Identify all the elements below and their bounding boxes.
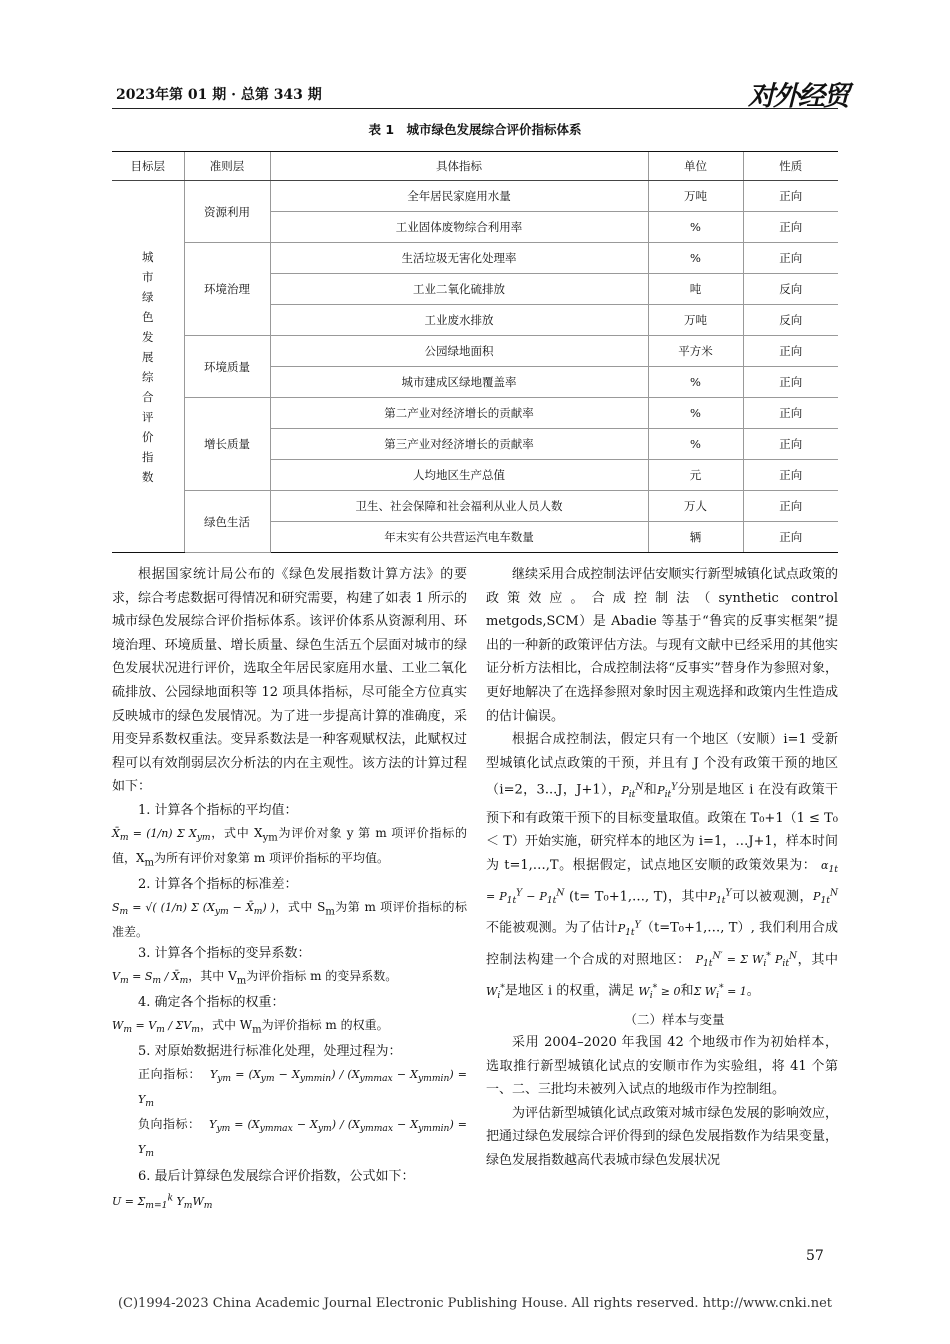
- step-2-title: 2. 计算各个指标的标准差：: [138, 877, 298, 893]
- step-4-title: 4. 确定各个指标的权重：: [138, 995, 285, 1011]
- nature-cell: 正向: [743, 212, 838, 243]
- nature-cell: 正向: [743, 460, 838, 491]
- section-heading: （二）样本与变量: [624, 1011, 725, 1027]
- col-header: 单位: [648, 152, 743, 181]
- indicator-cell: 工业废水排放: [270, 305, 648, 336]
- nature-cell: 反向: [743, 305, 838, 336]
- col-header: 准则层: [184, 152, 270, 181]
- right-column: [486, 563, 838, 1173]
- col-header: 目标层: [112, 152, 184, 181]
- table-row: [112, 398, 838, 429]
- indicator-table: [112, 151, 838, 553]
- table-header-row: [112, 152, 838, 181]
- header-rule: [112, 108, 838, 109]
- nature-cell: 正向: [743, 181, 838, 212]
- table-row: [112, 243, 838, 274]
- table-row: [112, 336, 838, 367]
- indicator-cell: 生活垃圾无害化处理率: [270, 243, 648, 274]
- issue-header: 2023年第 01 期 · 总第 343 期: [116, 87, 322, 103]
- unit-cell: 元: [648, 460, 743, 491]
- indicator-cell: 城市建成区绿地覆盖率: [270, 367, 648, 398]
- indicator-cell: 第三产业对经济增长的贡献率: [270, 429, 648, 460]
- positive-indicator-formula: 正向指标： $Y_{ym} = (X_{ym} - X_{ymmin}) / (X_{ymmax} - X_{ymmin}) = Y_m$: [138, 1066, 467, 1110]
- col-header: 具体指标: [270, 152, 648, 181]
- indicator-cell: 人均地区生产总值: [270, 460, 648, 491]
- criterion-cell: 资源利用: [184, 181, 270, 243]
- unit-cell: %: [648, 429, 743, 460]
- nature-cell: 正向: [743, 336, 838, 367]
- goal-text: 城 市 绿 色 发 展 综 合 评 价 指 数: [142, 249, 154, 484]
- right-paragraph-2: 根据合成控制法，假定只有一个地区（安顺）i=1 受新型城镇化试点政策的干预，并且有 J 个没有政策干预的地区（i=2，3...J，J+1），$P_{it}^N$和$P_{it}^Y$分别是地区 i 在没有政策干预下和有政策干预下的目标变量取值。政策在 T₀+1（1 ≤ T₀ ＜ T）开始实施，研究样本的地区为 i=1，…J+1，样本时间为 t=1,…,T。根据假定，试点地区安顺的政策效果为： $\alpha_{1t} = P_{1t}^Y - P_{1t}^N$ (t= T₀+1,…, T)，其中$P_{1t}^Y$可以被观测，$P_{1t}^N$不能被观测。为了估计$P_{1t}^Y(t=T_0+1,\dots$, T）, 我们利用合成控制法构建一个合成的对照地区： $P_{1t}^{N'} = \Sigma$ $W_i^*$ $P_{it}^N$，其中$W_i^*$是地区 i 的权重，满足 $W_i^* \ge 0$和Σ $W_i^* = 1$。: [486, 732, 838, 1001]
- nature-cell: 正向: [743, 367, 838, 398]
- goal-cell: [112, 181, 184, 553]
- unit-cell: %: [648, 243, 743, 274]
- indicator-cell: 第二产业对经济增长的贡献率: [270, 398, 648, 429]
- step-3-formula: $V_m = S_m$ / $X̄_m$，其中 $V_m$为评价指标 m 的变异系数。: [112, 968, 398, 987]
- criterion-cell: 增长质量: [184, 398, 270, 491]
- step-6-title: 6. 最后计算绿色发展综合评价指数，公式如下：: [138, 1168, 415, 1184]
- unit-cell: %: [648, 367, 743, 398]
- journal-logo: 对外经贸: [748, 81, 848, 112]
- copyright-footer: (C)1994-2023 China Academic Journal Electronic Publishing House. All rights reserved. http://www.cnki.net: [117, 1296, 833, 1311]
- unit-cell: 万人: [648, 491, 743, 522]
- nature-cell: 反向: [743, 274, 838, 305]
- left-column: [112, 563, 467, 1216]
- unit-cell: 万吨: [648, 181, 743, 212]
- right-paragraph-4: 为评估新型城镇化试点政策对城市绿色发展的影响效应，把通过绿色发展综合评价得到的绿色发展指数作为结果变量，绿色发展指数越高代表城市绿色发展状况: [486, 1105, 838, 1169]
- criterion-cell: 环境质量: [184, 336, 270, 398]
- right-paragraph-1: 继续采用合成控制法评估安顺实行新型城镇化试点政策的政策效应。合成控制法（synthetic control metgods,SCM）是 Abadie 等基于“鲁宾的反事实框架”提出的一种新的政策评估方法。与现有文献中已经采用的其他实证分析方法相比，合成控制法将“反事实”替身作为参照对象，更好地解决了在选择参照对象时因主观选择和政策内生性造成的估计偏误。: [486, 567, 838, 724]
- indicator-cell: 卫生、社会保障和社会福利从业人员人数: [270, 491, 648, 522]
- unit-cell: 辆: [648, 522, 743, 553]
- indicator-cell: 年末实有公共营运汽电车数量: [270, 522, 648, 553]
- nature-cell: 正向: [743, 398, 838, 429]
- step-1-title: 1. 计算各个指标的平均值：: [138, 802, 298, 818]
- table-row: [112, 181, 838, 212]
- right-paragraph-3: 采用 2004–2020 年我国 42 个地级市作为初始样本，选取推行新型城镇化试点的安顺市作为实验组，将 41 个第一、二、三批均未被列入试点的地级市作为控制组。: [486, 1035, 838, 1098]
- left-paragraph-1: 根据国家统计局公布的《绿色发展指数计算方法》的要求，综合考虑数据可得情况和研究需要，构建了如表 1 所示的城市绿色发展综合评价指标体系。该评价体系从资源利用、环境治理、环境质量、增长质量、绿色生活五个层面对城市的绿色发展状况进行评价，选取全年居民家庭用水量、工业二氧化硫排放、公园绿地面积等 12 项具体指标，尽可能全方位真实反映城市的绿色发展情况。为了进一步提高计算的准确度，采用变异系数权重法。变异系数法是一种客观赋权法，此赋权过程可以有效削弱层次分析法的内在主观性。该方法的计算过程如下：: [112, 567, 467, 795]
- negative-indicator-formula: 负向指标： $Y_{ym} = (X_{ymmax} - X_{ym}) / (X_{ymmax} - X_{ymmin}) = Y_m$: [138, 1117, 467, 1160]
- nature-cell: 正向: [743, 429, 838, 460]
- col-header: 性质: [743, 152, 838, 181]
- criterion-cell: 环境治理: [184, 243, 270, 336]
- unit-cell: 吨: [648, 274, 743, 305]
- indicator-cell: 工业二氧化硫排放: [270, 274, 648, 305]
- table-caption: 表 1 城市绿色发展综合评价指标体系: [368, 122, 582, 137]
- unit-cell: 万吨: [648, 305, 743, 336]
- step-3-title: 3. 计算各个指标的变异系数：: [138, 946, 311, 962]
- step-5-title: 5. 对原始数据进行标准化处理，处理过程为：: [138, 1044, 402, 1060]
- nature-cell: 正向: [743, 522, 838, 553]
- unit-cell: %: [648, 212, 743, 243]
- step-4-formula: $W_m = V_m / \Sigma V_m$，式中 $W_m$为评价指标 m 的权重。: [112, 1017, 389, 1036]
- step-1-formula: $X̄_m = (1/n)$ Σ $X_{ym}$，式中 $X_{ym}$为评价对象 y 第 m 项评价指标的值，$X_m$为所有评价对象第 m 项评价指标的平均值。: [112, 825, 468, 869]
- nature-cell: 正向: [743, 243, 838, 274]
- step-6-formula: $U = \Sigma_{m=1}^k$ $Y_mW_m$: [112, 1192, 213, 1212]
- indicator-cell: 公园绿地面积: [270, 336, 648, 367]
- indicator-cell: 工业固体废物综合利用率: [270, 212, 648, 243]
- unit-cell: 平方米: [648, 336, 743, 367]
- criterion-cell: 绿色生活: [184, 491, 270, 553]
- indicator-cell: 全年居民家庭用水量: [270, 181, 648, 212]
- nature-cell: 正向: [743, 491, 838, 522]
- table-row: [112, 491, 838, 522]
- step-2-formula: $S_m$ = √( (1/n) Σ ($X_{ym}$ − $X̄_m$) )，式中 $S_m$为第 m 项评价指标的标准差。: [112, 899, 467, 940]
- unit-cell: %: [648, 398, 743, 429]
- page-number: 57: [806, 1248, 824, 1264]
